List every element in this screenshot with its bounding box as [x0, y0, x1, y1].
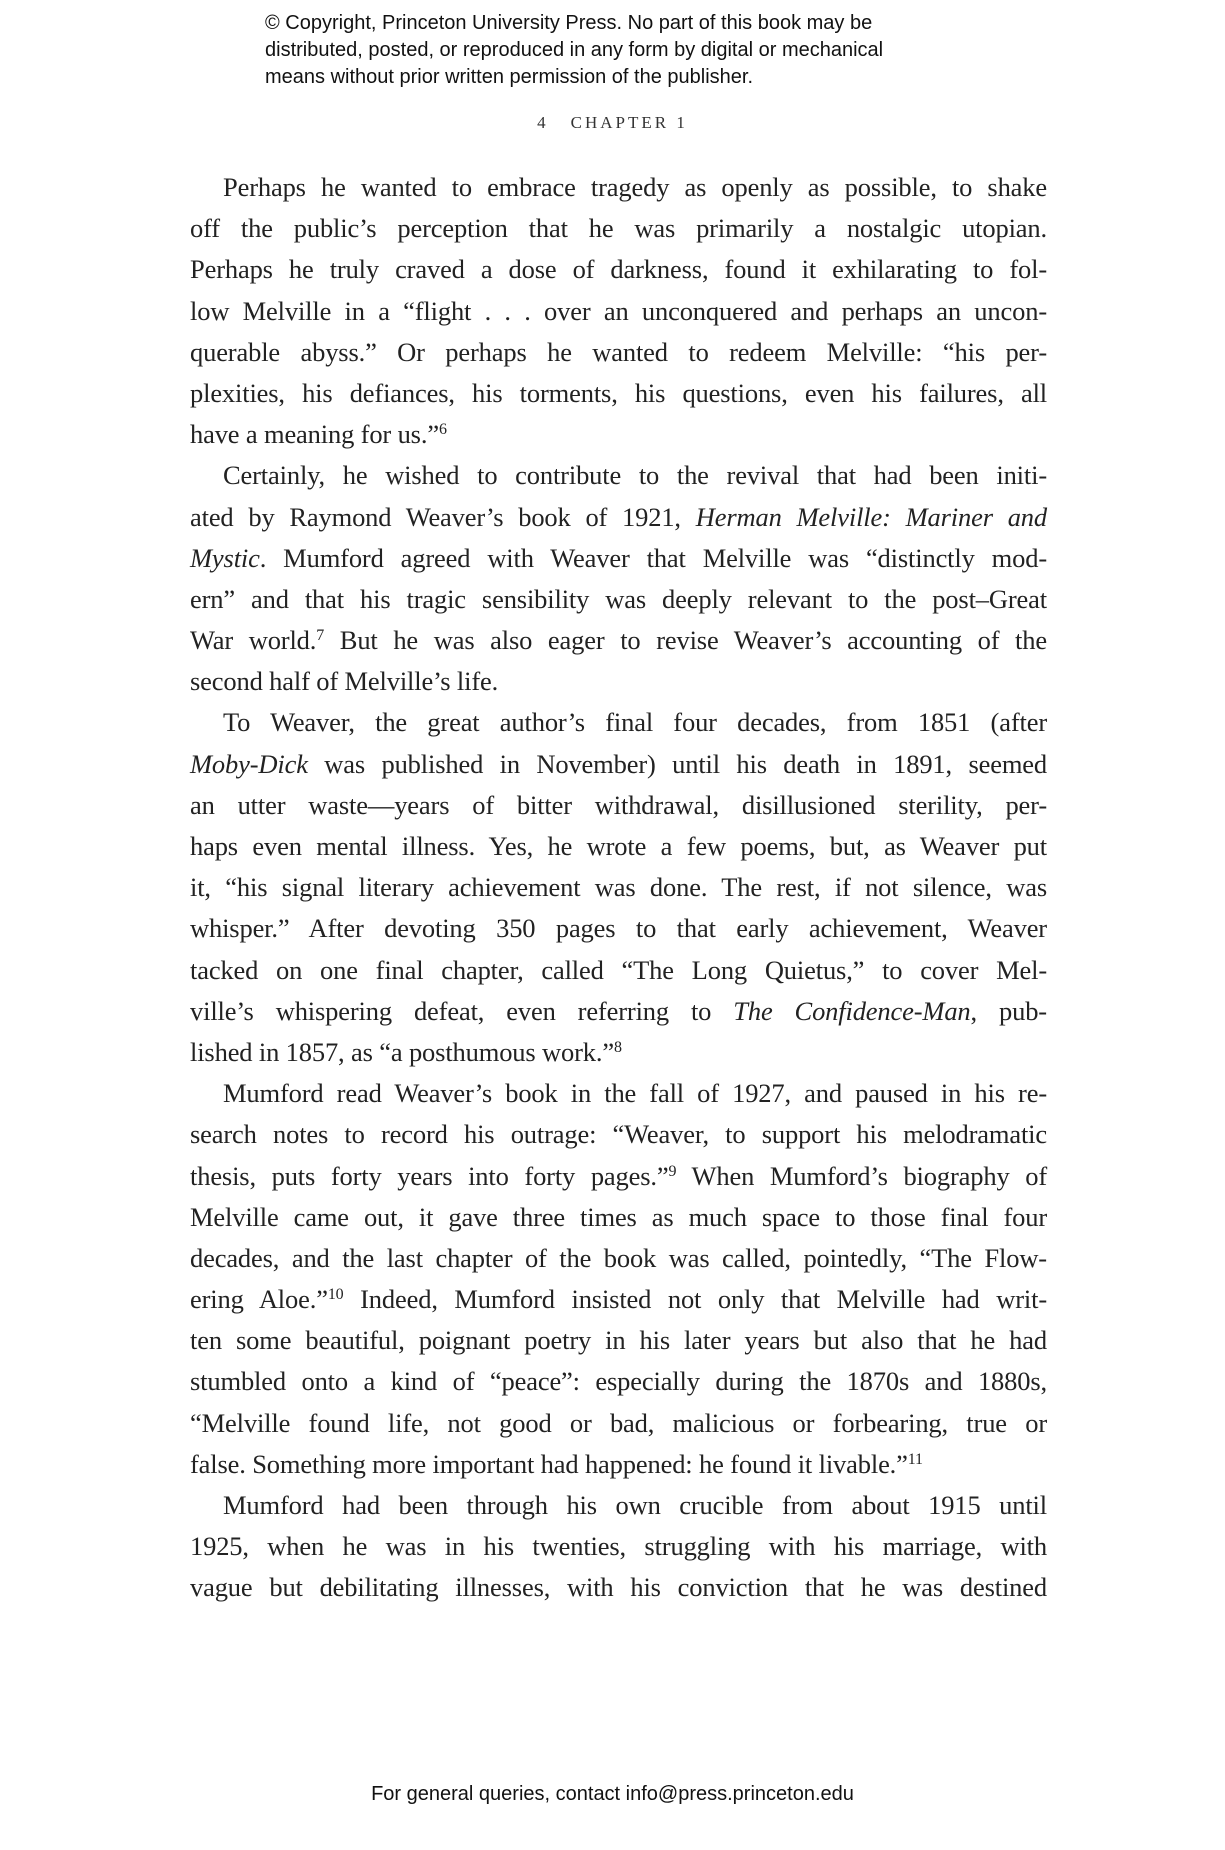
- text-line: [190, 455, 1047, 496]
- text-line: [190, 1073, 1047, 1114]
- text-segment: haps even mental illness. Yes, he wrote a few poems, but, as Weaver put: [190, 831, 1047, 861]
- text-line: [190, 908, 1047, 949]
- text-segment: ern” and that his tragic sensibility was deeply relevant to the post–Great: [190, 583, 1047, 614]
- text-segment: it, “his signal literary achievement was done. The rest, if not silence, was: [190, 872, 1047, 903]
- page-number: 4: [537, 113, 549, 132]
- text-line: [190, 1032, 1047, 1073]
- text-line: [190, 1320, 1047, 1361]
- text-segment: vague but debilitating illnesses, with his conviction that he was destined: [190, 1572, 1047, 1603]
- text-line: [190, 1361, 1047, 1402]
- text-segment: ten some beautiful, poignant poetry in his later years but also that he had: [190, 1325, 1047, 1356]
- paragraph: [190, 167, 1047, 455]
- paragraph: [190, 702, 1047, 1073]
- text-line: [190, 785, 1047, 826]
- text-line: [190, 1279, 1047, 1320]
- copyright-notice: [265, 10, 883, 91]
- text-segment: ville’s whispering defeat, even referring to: [190, 995, 734, 1026]
- text-segment: To Weaver, the great author’s final four decades, from 1851 (after: [223, 707, 1047, 738]
- italic-title: Herman Melville: Mariner and: [695, 501, 1047, 532]
- text-segment: second half of Melville’s life.: [190, 666, 499, 697]
- text-segment: Perhaps he wanted to embrace tragedy as openly as possible, to shake: [223, 172, 1047, 202]
- text-segment: decades, and the last chapter of the book was called, pointedly, “The Flow-: [190, 1242, 1047, 1273]
- copyright-line: means without prior written permission of the publisher.: [265, 66, 754, 88]
- text-line: [190, 1567, 1047, 1608]
- text-line: [190, 1526, 1047, 1567]
- text-line: [190, 373, 1047, 414]
- text-line: [190, 661, 1047, 702]
- text-line: [190, 702, 1047, 743]
- footnote-reference: 11: [907, 1450, 923, 1468]
- text-segment: Mumford had been through his own crucible from about 1915 until: [223, 1490, 1047, 1520]
- text-segment: , pub-: [970, 995, 1047, 1026]
- text-line: [190, 538, 1047, 579]
- text-segment: low Melville in a “flight . . . over an unconquered and perhaps an uncon-: [190, 295, 1047, 326]
- text-line: [190, 1238, 1047, 1279]
- text-segment: querable abyss.” Or perhaps he wanted to redeem Melville: “his per-: [190, 336, 1047, 367]
- text-segment: tacked on one final chapter, called “The Long Quietus,” to cover Mel-: [190, 954, 1047, 985]
- text-segment: lished in 1857, as “a posthumous work.”: [190, 1036, 614, 1067]
- text-line: [190, 332, 1047, 373]
- paragraph: [190, 455, 1047, 702]
- italic-title: Moby-Dick: [190, 748, 308, 779]
- text-segment: off the public’s perception that he was primarily a nostalgic utopian.: [190, 213, 1047, 244]
- text-segment: search notes to record his outrage: “Weaver, to support his melodramatic: [190, 1119, 1047, 1150]
- text-line: [190, 208, 1047, 249]
- text-segment: Indeed, Mumford insisted not only that Melville had writ-: [343, 1284, 1047, 1315]
- text-segment: ated by Raymond Weaver’s book of 1921,: [190, 501, 696, 532]
- text-line: [190, 1485, 1047, 1526]
- text-line: [190, 744, 1047, 785]
- italic-title: Mystic: [190, 542, 260, 573]
- text-line: [190, 249, 1047, 290]
- text-segment: stumbled onto a kind of “peace”: especially during the 1870s and 1880s,: [190, 1366, 1047, 1397]
- text-segment: Melville came out, it gave three times as much space to those final four: [190, 1201, 1047, 1232]
- text-segment: . Mumford agreed with Weaver that Melville was “distinctly mod-: [259, 542, 1047, 573]
- footnote-reference: 6: [438, 421, 447, 439]
- text-line: [190, 1444, 1047, 1485]
- text-segment: Certainly, he wished to contribute to the revival that had been initi-: [223, 460, 1047, 491]
- footnote-reference: 8: [614, 1038, 622, 1056]
- text-segment: “Melville found life, not good or bad, malicious or forbearing, true or: [190, 1407, 1047, 1438]
- text-segment: 1925, when he was in his twenties, struggling with his marriage, with: [190, 1531, 1047, 1562]
- text-segment: plexities, his defiances, his torments, his questions, even his failures, all: [190, 377, 1047, 408]
- text-segment: was published in November) until his death in 1891, seemed: [307, 748, 1047, 779]
- text-line: [190, 950, 1047, 991]
- paragraph: [190, 1485, 1047, 1609]
- text-segment: Mumford read Weaver’s book in the fall of 1927, and paused in his re-: [223, 1078, 1047, 1109]
- text-segment: War world.: [190, 625, 317, 656]
- text-line: [190, 414, 1047, 455]
- text-line: [190, 620, 1047, 661]
- text-segment: But he was also eager to revise Weaver’s accounting of the: [324, 625, 1047, 656]
- footnote-reference: 9: [668, 1162, 677, 1180]
- text-line: [190, 497, 1047, 538]
- text-segment: When Mumford’s biography of: [676, 1160, 1047, 1191]
- footnote-reference: 7: [316, 627, 325, 645]
- text-line: [190, 1403, 1047, 1444]
- footnote-reference: 10: [327, 1286, 344, 1304]
- text-line: [190, 579, 1047, 620]
- text-line: [190, 867, 1047, 908]
- text-line: [190, 1114, 1047, 1155]
- body-text: [190, 167, 1047, 1609]
- text-line: [190, 167, 1047, 208]
- running-head: [0, 113, 1225, 133]
- text-segment: ering Aloe.”: [190, 1284, 328, 1315]
- text-segment: Perhaps he truly craved a dose of darkness, found it exhilarating to fol-: [190, 254, 1047, 285]
- text-segment: have a meaning for us.”: [190, 419, 439, 450]
- text-line: [190, 826, 1047, 867]
- text-line: [190, 291, 1047, 332]
- text-line: [190, 1156, 1047, 1197]
- chapter-title: CHAPTER 1: [570, 113, 688, 132]
- italic-title: The Confidence-Man: [733, 995, 971, 1026]
- text-line: [190, 991, 1047, 1032]
- text-segment: whisper.” After devoting 350 pages to that early achievement, Weaver: [190, 913, 1047, 944]
- paragraph: [190, 1073, 1047, 1485]
- text-line: [190, 1197, 1047, 1238]
- text-segment: an utter waste—years of bitter withdrawal, disillusioned sterility, per-: [190, 789, 1047, 820]
- text-segment: thesis, puts forty years into forty pages.”: [190, 1160, 669, 1191]
- text-segment: false. Something more important had happened: he found it livable.”: [190, 1448, 908, 1479]
- copyright-line: distributed, posted, or reproduced in any form by digital or mechanical: [265, 39, 884, 61]
- copyright-line: © Copyright, Princeton University Press. No part of this book may be: [265, 12, 873, 34]
- footer-contact: For general queries, contact info@press.princeton.edu: [371, 1783, 854, 1805]
